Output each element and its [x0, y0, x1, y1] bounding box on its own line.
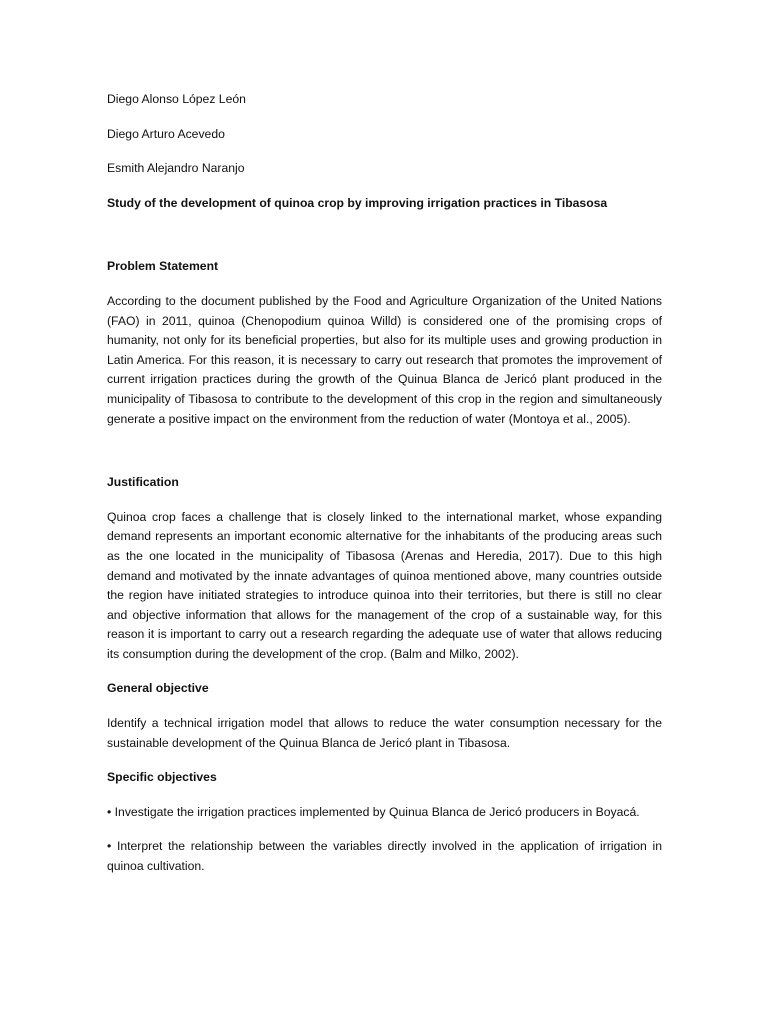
section-heading-general-objective: General objective: [107, 681, 209, 696]
document-title: Study of the development of quinoa crop by improving irrigation practices in Tibasosa: [107, 195, 608, 210]
section-heading-justification: Justification: [107, 475, 179, 490]
specific-objective-item: • Investigate the irrigation practices implemented by Quinua Blanca de Jericó producers in Boyacá.: [107, 804, 640, 819]
general-objective-paragraph: Identify a technical irrigation model that allows to reduce the water consumption necessary for the sustainable development of the Quinua Blanca de Jericó plant in Tibasosa.: [107, 716, 662, 750]
section-heading-specific-objectives: Specific objectives: [107, 770, 217, 785]
problem-statement-paragraph: According to the document published by the Food and Agriculture Organization of the United Nations (FAO) in 2011, quinoa (Chenopodium quinoa Willd) is considered one of the promising crops of humanity, not only for its beneficial properties, but also for its multiple uses and growing production in Latin America. For this reason, it is necessary to carry out research that promotes the improvement of current irrigation practices during the growth of the Quinua Blanca de Jericó plant produced in the municipality of Tibasosa to contribute to the development of this crop in the region and simultaneously generate a positive impact on the environment from the reduction of water (Montoya et al., 2005).: [107, 293, 662, 426]
author-name: Diego Alonso López León: [107, 92, 246, 106]
document-body: [107, 90, 662, 892]
author-name: Diego Arturo Acevedo: [107, 126, 225, 141]
specific-objective-item: • Interpret the relationship between the variables directly involved in the application of irrigation in quinoa cultivation.: [107, 839, 662, 874]
section-heading-problem-statement: Problem Statement: [107, 259, 219, 274]
justification-paragraph: Quinoa crop faces a challenge that is closely linked to the international market, whose expanding demand represents an important economic alternative for the inhabitants of the producing areas such as the one located in the municipality of Tibasosa (Arenas and Heredia, 2017). Due to this high demand and motivated by the innate advantages of quinoa mentioned above, many countries outside the region have initiated strategies to introduce quinoa into their territories, but there is still no clear and objective information that allows for the management of the crop of a sustainable way, for this reason it is important to carry out a research regarding the adequate use of water that allows reducing its consumption during the development of the crop. (Balm and Milko, 2002).: [107, 509, 662, 661]
author-name: Esmith Alejandro Naranjo: [107, 161, 245, 176]
